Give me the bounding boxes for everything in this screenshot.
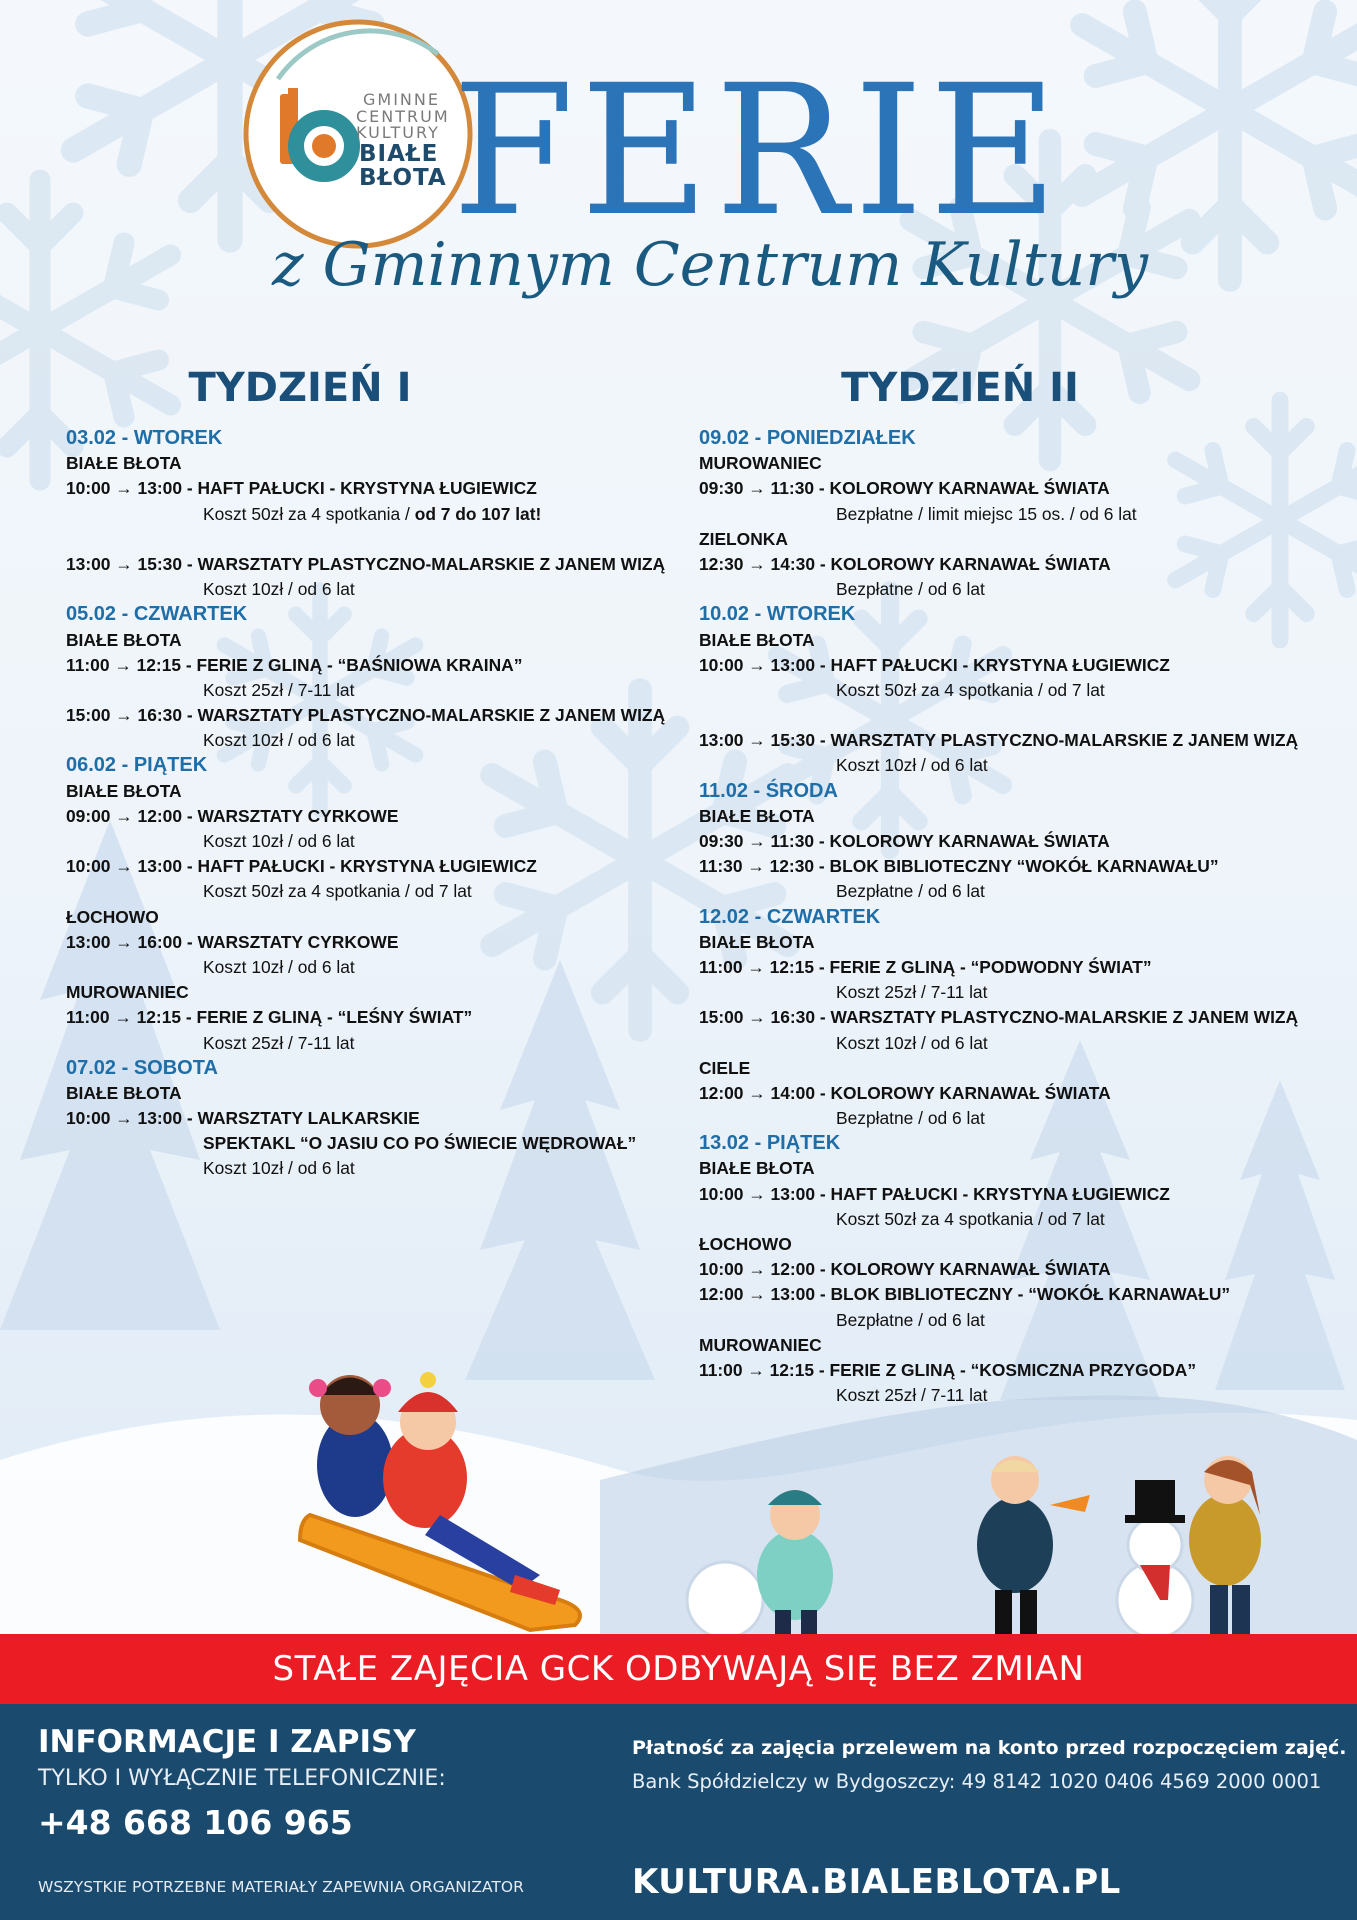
event-title: HAFT PAŁUCKI - KRYSTYNA ŁUGIEWICZ bbox=[197, 856, 537, 877]
price-row bbox=[66, 728, 676, 753]
location-heading bbox=[699, 451, 1349, 476]
page-subtitle: z Gminnym Centrum Kultury bbox=[272, 230, 1148, 300]
day-label: 07.02 - SOBOTA bbox=[66, 1056, 218, 1079]
price-row bbox=[66, 829, 676, 854]
event-row bbox=[699, 829, 1349, 854]
location-heading bbox=[66, 628, 676, 653]
event-row bbox=[699, 955, 1349, 980]
day-heading bbox=[699, 602, 1349, 627]
event-title: FERIE Z GLINĄ - “PODWODNY ŚWIAT” bbox=[829, 956, 1152, 977]
price-info: Koszt 10zł / od 6 lat bbox=[836, 1032, 988, 1053]
price-info: Koszt 10zł / od 6 lat bbox=[203, 1158, 355, 1179]
price-row bbox=[66, 955, 676, 980]
event-title: KOLOROWY KARNAWAŁ ŚWIATA bbox=[830, 1082, 1111, 1103]
price-info: Bezpłatne / od 6 lat bbox=[836, 1108, 985, 1129]
event-title: SPEKTAKL “O JASIU CO PO ŚWIECIE WĘDROWAŁ” bbox=[203, 1133, 637, 1154]
kid-with-snowball-image bbox=[687, 1490, 833, 1640]
day-heading bbox=[699, 779, 1349, 804]
location-label: ŁOCHOWO bbox=[699, 1234, 792, 1254]
event-row bbox=[699, 653, 1349, 678]
sled-kids-image bbox=[300, 1372, 580, 1630]
price-info: Bezpłatne / od 6 lat bbox=[836, 1309, 985, 1330]
day-label: 05.02 - CZWARTEK bbox=[66, 603, 248, 626]
event-row bbox=[699, 1257, 1349, 1282]
event-title: KOLOROWY KARNAWAŁ ŚWIATA bbox=[830, 553, 1111, 574]
location-label: BIAŁE BŁOTA bbox=[66, 1082, 182, 1103]
location-label: ZIELONKA bbox=[699, 528, 788, 549]
price-row bbox=[66, 577, 676, 602]
logo-text-line: GMINNE bbox=[363, 90, 440, 109]
event-time: 15:00 → 16:30 - bbox=[66, 705, 193, 726]
day-label: 03.02 - WTOREK bbox=[66, 427, 223, 449]
price-row bbox=[699, 1207, 1349, 1232]
event-title: FERIE Z GLINĄ - “KOSMICZNA PRZYGODA” bbox=[829, 1359, 1197, 1380]
price-row bbox=[66, 879, 676, 904]
day-label: 13.02 - PIĄTEK bbox=[699, 1132, 841, 1155]
day-heading bbox=[699, 426, 1349, 451]
event-title: WARSZTATY PLASTYCZNO-MALARSKIE Z JANEM WIZĄ bbox=[197, 553, 666, 574]
footer-heading: INFORMACJE I ZAPISY bbox=[38, 1724, 416, 1760]
price-row bbox=[699, 753, 1349, 778]
event-title: WARSZTATY LALKARSKIE bbox=[197, 1108, 420, 1129]
price-info: Koszt 25zł / 7-11 lat bbox=[203, 1032, 355, 1053]
logo-text-line: CENTRUM bbox=[356, 107, 450, 126]
price-row bbox=[66, 502, 676, 527]
logo-text-line: KULTURY bbox=[356, 123, 440, 142]
price-info: Bezpłatne / limit miejsc 15 os. / od 6 lat bbox=[836, 503, 1137, 524]
location-label: BIAŁE BŁOTA bbox=[699, 805, 815, 826]
event-title: WARSZTATY PLASTYCZNO-MALARSKIE Z JANEM WIZĄ bbox=[197, 705, 666, 726]
event-title: FERIE Z GLINĄ - “BAŚNIOWA KRAINA” bbox=[196, 654, 523, 675]
day-heading bbox=[66, 753, 676, 778]
event-time: 10:00 → 13:00 - bbox=[699, 654, 826, 675]
event-title: KOLOROWY KARNAWAŁ ŚWIATA bbox=[829, 478, 1110, 499]
location-heading bbox=[699, 527, 1349, 552]
price-info: Koszt 10zł / od 6 lat bbox=[203, 956, 355, 977]
location-label: BIAŁE BŁOTA bbox=[66, 453, 182, 474]
event-time: 10:00 → 13:00 - bbox=[699, 1183, 826, 1204]
event-time: 10:00 → 13:00 - bbox=[66, 856, 193, 877]
event-time: 13:00 → 16:00 - bbox=[66, 931, 193, 952]
day-label: 12.02 - CZWARTEK bbox=[699, 905, 881, 928]
location-label: MUROWANIEC bbox=[699, 1334, 822, 1355]
event-title: KOLOROWY KARNAWAŁ ŚWIATA bbox=[829, 831, 1110, 851]
event-title: FERIE Z GLINĄ - “LEŚNY ŚWIAT” bbox=[196, 1007, 473, 1028]
event-row bbox=[699, 1005, 1349, 1030]
event-title: WARSZTATY PLASTYCZNO-MALARSKIE Z JANEM WIZĄ bbox=[830, 730, 1299, 751]
event-time: 11:00 → 12:15 - bbox=[66, 654, 192, 675]
week-heading: TYDZIEŃ II bbox=[841, 365, 1079, 411]
location-heading bbox=[699, 804, 1349, 829]
location-label: ŁOCHOWO bbox=[66, 906, 159, 927]
event-row bbox=[66, 552, 676, 577]
payment-info: Płatność za zajęcia przelewem na konto przed rozpoczęciem zajęć. bbox=[632, 1737, 1347, 1759]
location-heading bbox=[66, 779, 676, 804]
footer bbox=[0, 1704, 1357, 1920]
price-info: Koszt 25zł / 7-11 lat bbox=[203, 679, 355, 700]
kids-winter-illustration bbox=[0, 1300, 1357, 1640]
location-label: BIAŁE BŁOTA bbox=[699, 1158, 815, 1179]
price-info: Bezpłatne / od 6 lat bbox=[836, 579, 985, 600]
spacer bbox=[66, 527, 676, 552]
event-title: BLOK BIBLIOTECZNY - “WOKÓŁ KARNAWAŁU” bbox=[830, 1284, 1231, 1305]
event-time: 11:00 → 12:15 - bbox=[66, 1007, 192, 1028]
event-continuation bbox=[66, 1131, 676, 1156]
event-row bbox=[66, 653, 676, 678]
event-title: WARSZTATY CYRKOWE bbox=[197, 931, 399, 952]
event-row bbox=[66, 476, 676, 501]
event-time: 09:00 → 12:00 - bbox=[66, 805, 193, 826]
event-title: HAFT PAŁUCKI - KRYSTYNA ŁUGIEWICZ bbox=[830, 654, 1170, 675]
day-heading bbox=[699, 905, 1349, 930]
price-info: Bezpłatne / od 6 lat bbox=[836, 881, 985, 902]
day-heading bbox=[66, 1056, 676, 1081]
event-title: HAFT PAŁUCKI - KRYSTYNA ŁUGIEWICZ bbox=[197, 478, 537, 499]
price-info: Koszt 10zł / od 6 lat bbox=[203, 579, 355, 600]
event-time: 11:00 → 12:15 - bbox=[699, 956, 825, 977]
event-time: 10:00 → 13:00 - bbox=[66, 478, 193, 499]
info-banner: STAŁE ZAJĘCIA GCK ODBYWAJĄ SIĘ BEZ ZMIAN bbox=[0, 1634, 1357, 1704]
price-row bbox=[699, 502, 1349, 527]
event-title: WARSZTATY PLASTYCZNO-MALARSKIE Z JANEM WIZĄ bbox=[830, 1007, 1299, 1028]
event-time: 12:00 → 13:00 - bbox=[699, 1284, 826, 1305]
day-label: 09.02 - PONIEDZIAŁEK bbox=[699, 427, 916, 449]
event-time: 09:30 → 11:30 - bbox=[699, 831, 825, 851]
event-row bbox=[699, 1081, 1349, 1106]
event-row bbox=[66, 1005, 676, 1030]
day-heading bbox=[699, 1131, 1349, 1156]
age-highlight: od 7 do 107 lat! bbox=[414, 503, 542, 524]
price-row bbox=[699, 1106, 1349, 1131]
price-info: Koszt 50zł za 4 spotkania / od 7 lat bbox=[836, 679, 1105, 700]
event-row bbox=[66, 1106, 676, 1131]
event-row bbox=[66, 703, 676, 728]
price-row bbox=[699, 980, 1349, 1005]
kid-with-carrot-image bbox=[977, 1456, 1090, 1640]
website-link[interactable]: KULTURA.BIALEBLOTA.PL bbox=[632, 1862, 1121, 1902]
bank-account: Bank Spółdzielczy w Bydgoszczy: 49 8142 1020 0406 4569 2000 0001 bbox=[632, 1770, 1322, 1793]
price-row bbox=[66, 1031, 676, 1056]
schedule-week-1 bbox=[66, 426, 676, 1182]
event-time: 13:00 → 15:30 - bbox=[66, 553, 193, 574]
location-heading bbox=[66, 451, 676, 476]
snowman-image bbox=[1117, 1480, 1193, 1638]
event-title: HAFT PAŁUCKI - KRYSTYNA ŁUGIEWICZ bbox=[830, 1183, 1170, 1204]
event-time: 09:30 → 11:30 - bbox=[699, 478, 825, 499]
logo-text-bold: BIAŁE bbox=[359, 141, 439, 167]
price-row bbox=[66, 1156, 676, 1181]
price-info: Koszt 10zł / od 6 lat bbox=[203, 831, 355, 851]
event-row bbox=[66, 854, 676, 879]
girl-with-snowman-image bbox=[1189, 1456, 1261, 1640]
location-heading bbox=[66, 1081, 676, 1106]
location-label: BIAŁE BŁOTA bbox=[699, 931, 815, 952]
location-label: BIAŁE BŁOTA bbox=[66, 780, 182, 801]
day-label: 10.02 - WTOREK bbox=[699, 603, 856, 626]
price-info: Koszt 25zł / 7-11 lat bbox=[836, 1385, 988, 1406]
location-label: CIELE bbox=[699, 1057, 751, 1078]
day-heading bbox=[66, 602, 676, 627]
location-label: BIAŁE BŁOTA bbox=[699, 629, 815, 650]
spacer bbox=[699, 703, 1349, 728]
location-heading bbox=[699, 1156, 1349, 1181]
page-title: FERIE bbox=[452, 47, 1064, 256]
event-row bbox=[699, 552, 1349, 577]
schedule-week-2 bbox=[699, 426, 1349, 1408]
event-time: 10:00 → 12:00 - bbox=[699, 1259, 826, 1280]
event-time: 10:00 → 13:00 - bbox=[66, 1108, 193, 1129]
location-heading bbox=[66, 980, 676, 1005]
event-row bbox=[699, 854, 1349, 879]
price-info: Koszt 50zł za 4 spotkania / od 7 lat bbox=[836, 1208, 1105, 1229]
location-heading bbox=[699, 1056, 1349, 1081]
event-time: 15:00 → 16:30 - bbox=[699, 1007, 826, 1028]
day-label: 06.02 - PIĄTEK bbox=[66, 754, 208, 777]
location-heading bbox=[699, 628, 1349, 653]
price-info: Koszt 50zł za 4 spotkania / bbox=[203, 503, 415, 524]
price-info: Koszt 50zł za 4 spotkania / od 7 lat bbox=[203, 881, 472, 902]
event-title: WARSZTATY CYRKOWE bbox=[197, 805, 399, 826]
event-row bbox=[699, 728, 1349, 753]
event-time: 12:00 → 14:00 - bbox=[699, 1082, 826, 1103]
event-title: BLOK BIBLIOTECZNY “WOKÓŁ KARNAWAŁU” bbox=[829, 856, 1219, 877]
price-row bbox=[66, 678, 676, 703]
event-time: 11:30 → 12:30 - bbox=[699, 856, 825, 877]
phone-number[interactable]: +48 668 106 965 bbox=[38, 1803, 353, 1842]
price-info: Koszt 10zł / od 6 lat bbox=[203, 730, 355, 751]
day-heading bbox=[66, 426, 676, 451]
price-row bbox=[699, 879, 1349, 904]
location-heading bbox=[66, 905, 676, 930]
price-info: Koszt 25zł / 7-11 lat bbox=[836, 982, 988, 1003]
event-time: 13:00 → 15:30 - bbox=[699, 730, 826, 751]
event-time: 11:00 → 12:15 - bbox=[699, 1359, 825, 1380]
week-heading: TYDZIEŃ I bbox=[188, 365, 412, 411]
event-row bbox=[66, 804, 676, 829]
location-heading bbox=[699, 930, 1349, 955]
location-heading bbox=[699, 1232, 1349, 1257]
materials-note: WSZYSTKIE POTRZEBNE MATERIAŁY ZAPEWNIA ORGANIZATOR bbox=[38, 1878, 524, 1896]
price-info: Koszt 10zł / od 6 lat bbox=[836, 755, 988, 776]
event-row bbox=[699, 1182, 1349, 1207]
price-row bbox=[699, 1031, 1349, 1056]
event-row bbox=[66, 930, 676, 955]
price-row bbox=[699, 678, 1349, 703]
location-label: BIAŁE BŁOTA bbox=[66, 629, 182, 650]
event-time: 12:30 → 14:30 - bbox=[699, 553, 826, 574]
day-label: 11.02 - ŚRODA bbox=[699, 779, 838, 802]
event-title: KOLOROWY KARNAWAŁ ŚWIATA bbox=[830, 1259, 1111, 1280]
event-row bbox=[699, 476, 1349, 501]
price-row bbox=[699, 577, 1349, 602]
logo-text-bold: BŁOTA bbox=[359, 165, 447, 191]
footer-subheading: TYLKO I WYŁĄCZNIE TELEFONICZNIE: bbox=[38, 1766, 446, 1791]
location-label: MUROWANIEC bbox=[699, 453, 822, 474]
location-label: MUROWANIEC bbox=[66, 982, 189, 1003]
